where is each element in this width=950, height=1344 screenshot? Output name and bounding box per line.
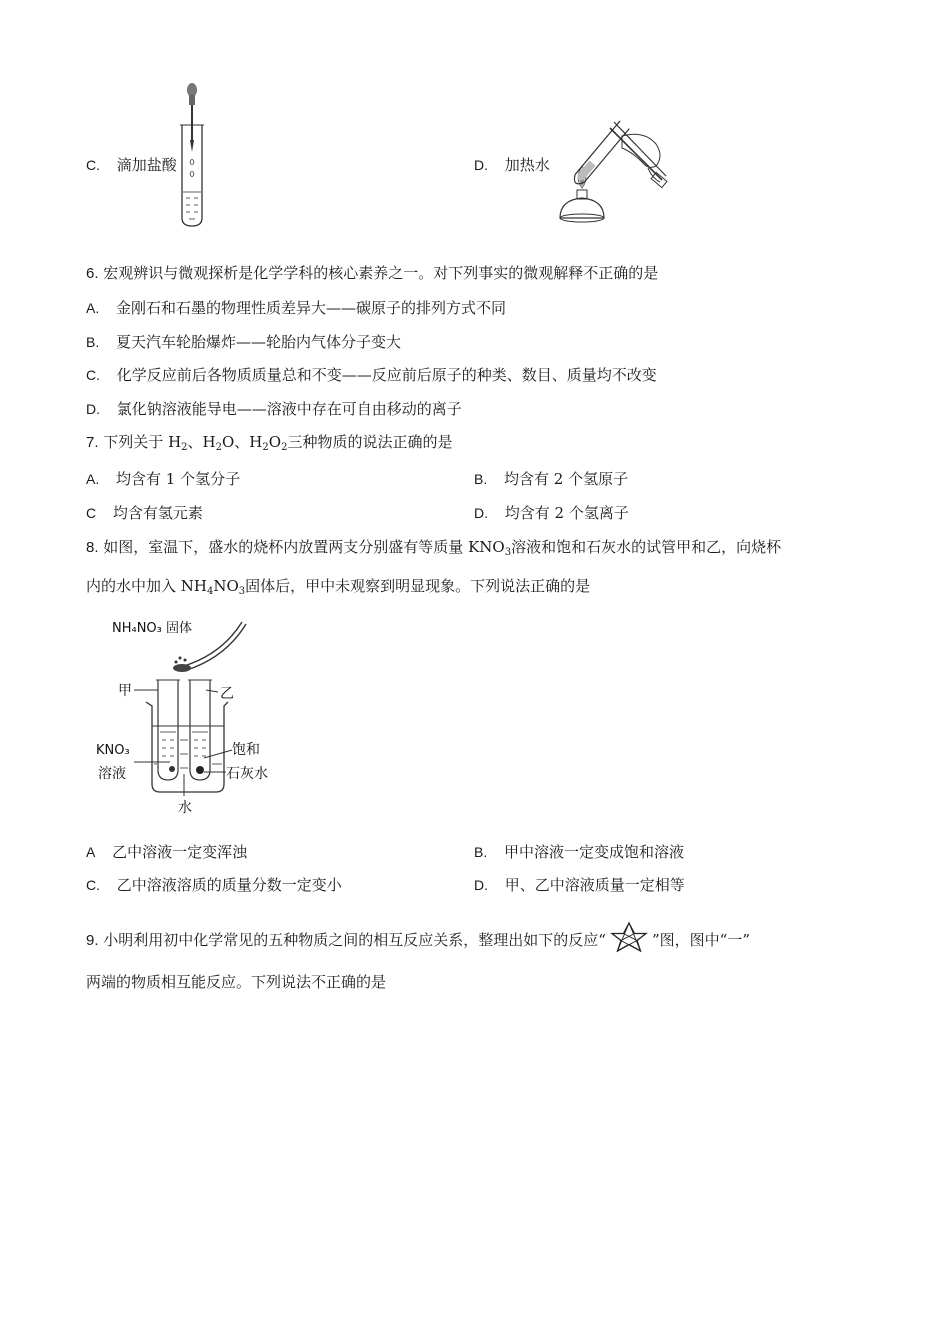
- question-text: 两端的物质相互能反应。下列说法不正确的是: [86, 973, 387, 991]
- dropper-testtube-image: [170, 80, 220, 230]
- q7-option-b: [474, 469, 628, 489]
- label-nh4no3-solid: NH₄NO₃ 固体: [112, 621, 193, 636]
- question-number: 6.: [86, 265, 99, 282]
- label-kno3: KNO₃: [96, 743, 130, 758]
- q7-option-d: [474, 503, 629, 523]
- q8-figure: [92, 614, 292, 818]
- option-text: 甲中溶液一定变成饱和溶液: [504, 843, 685, 861]
- beaker-testtubes-diagram: [92, 614, 292, 814]
- option-text: 夏天汽车轮胎爆炸——轮胎内气体分子变大: [116, 333, 402, 351]
- q8-option-b: [474, 842, 684, 862]
- question-8-stem-line2: [86, 576, 590, 602]
- q7-option-c: [86, 503, 203, 523]
- option-label: A: [86, 844, 96, 860]
- question-text-cont: ”图，图中“一”: [651, 931, 750, 949]
- option-label: A.: [86, 300, 100, 316]
- label-jia: 甲: [118, 683, 132, 699]
- label-baohe: 饱和: [232, 742, 260, 758]
- question-text: 内的水中加入 $NH_4NO_3$固体后，甲中未观察到明显现象。下列说法正确的是: [86, 577, 591, 597]
- label-yi: 乙: [220, 686, 234, 702]
- option-label: A.: [86, 471, 100, 487]
- label-shui: 水: [178, 800, 192, 814]
- q7-option-a: [86, 469, 240, 489]
- question-text: 下列关于 $H_2$、$H_2O$、$H_2O_2$三种物质的说法正确的是: [103, 433, 453, 453]
- option-label: D.: [474, 877, 488, 893]
- option-label: B.: [86, 334, 100, 350]
- option-text: 氯化钠溶液能导电——溶液中存在可自由移动的离子: [116, 400, 462, 418]
- q6-option-b: [86, 332, 401, 352]
- label-shihuishui: 石灰水: [226, 766, 268, 782]
- option-label: D.: [474, 157, 488, 173]
- question-number: 8.: [86, 539, 99, 556]
- option-text: 化学反应前后各物质质量总和不变——反应前后原子的种类、数目、质量均不改变: [116, 366, 657, 384]
- q8-option-d: [474, 875, 685, 895]
- option-label: C.: [86, 157, 100, 173]
- option-text: 均含有 1 个氢分子: [116, 470, 241, 488]
- star-diagram-icon: [606, 921, 652, 951]
- question-8-stem-line1: [86, 537, 781, 563]
- option-label: B.: [474, 844, 488, 860]
- question-number: 7.: [86, 434, 99, 451]
- option-text: 均含有氢元素: [112, 504, 203, 522]
- question-text: 如图，室温下，盛水的烧杯内放置两支分别盛有等质量 $KNO_3$溶液和饱和石灰水的试管甲和乙，向烧杯: [103, 538, 782, 558]
- q6-option-d: [86, 399, 462, 419]
- question-9-stem-line1: [86, 921, 750, 951]
- option-text: 滴加盐酸: [116, 156, 177, 174]
- option-text: 加热水: [504, 156, 550, 174]
- question-number: 9.: [86, 932, 99, 949]
- option-text: 甲、乙中溶液质量一定相等: [504, 876, 685, 894]
- option-label: D.: [86, 401, 100, 417]
- option-label: C: [86, 505, 97, 521]
- option-label: C.: [86, 877, 100, 893]
- question-text: 宏观辨识与微观探析是化学学科的核心素养之一。对下列事实的微观解释不正确的是: [103, 264, 659, 282]
- label-rongye: 溶液: [98, 766, 126, 782]
- option-label: B.: [474, 471, 488, 487]
- option-text: 均含有 2 个氢原子: [504, 470, 629, 488]
- question-7-stem: [86, 432, 452, 458]
- option-text: 均含有 2 个氢离子: [504, 504, 629, 522]
- question-9-stem-line2: [86, 972, 386, 992]
- heating-water-image: [552, 108, 677, 230]
- question-6-stem: [86, 263, 658, 284]
- option-text: 金刚石和石墨的物理性质差异大——碳原子的排列方式不同: [116, 299, 507, 317]
- option-label: C.: [86, 367, 100, 383]
- option-text: 乙中溶液溶质的质量分数一定变小: [116, 876, 342, 894]
- q8-option-c: [86, 875, 342, 895]
- question-text: 小明利用初中化学常见的五种物质之间的相互反应关系，整理出如下的反应“: [103, 931, 606, 949]
- option-c-top: [86, 155, 177, 175]
- q8-option-a: [86, 842, 247, 862]
- option-c-figure: [170, 80, 220, 234]
- q6-option-a: [86, 298, 506, 318]
- option-d-figure: [552, 108, 677, 234]
- option-label: D.: [474, 505, 488, 521]
- q6-option-c: [86, 365, 657, 385]
- option-d-top: [474, 155, 550, 175]
- option-text: 乙中溶液一定变浑浊: [112, 843, 248, 861]
